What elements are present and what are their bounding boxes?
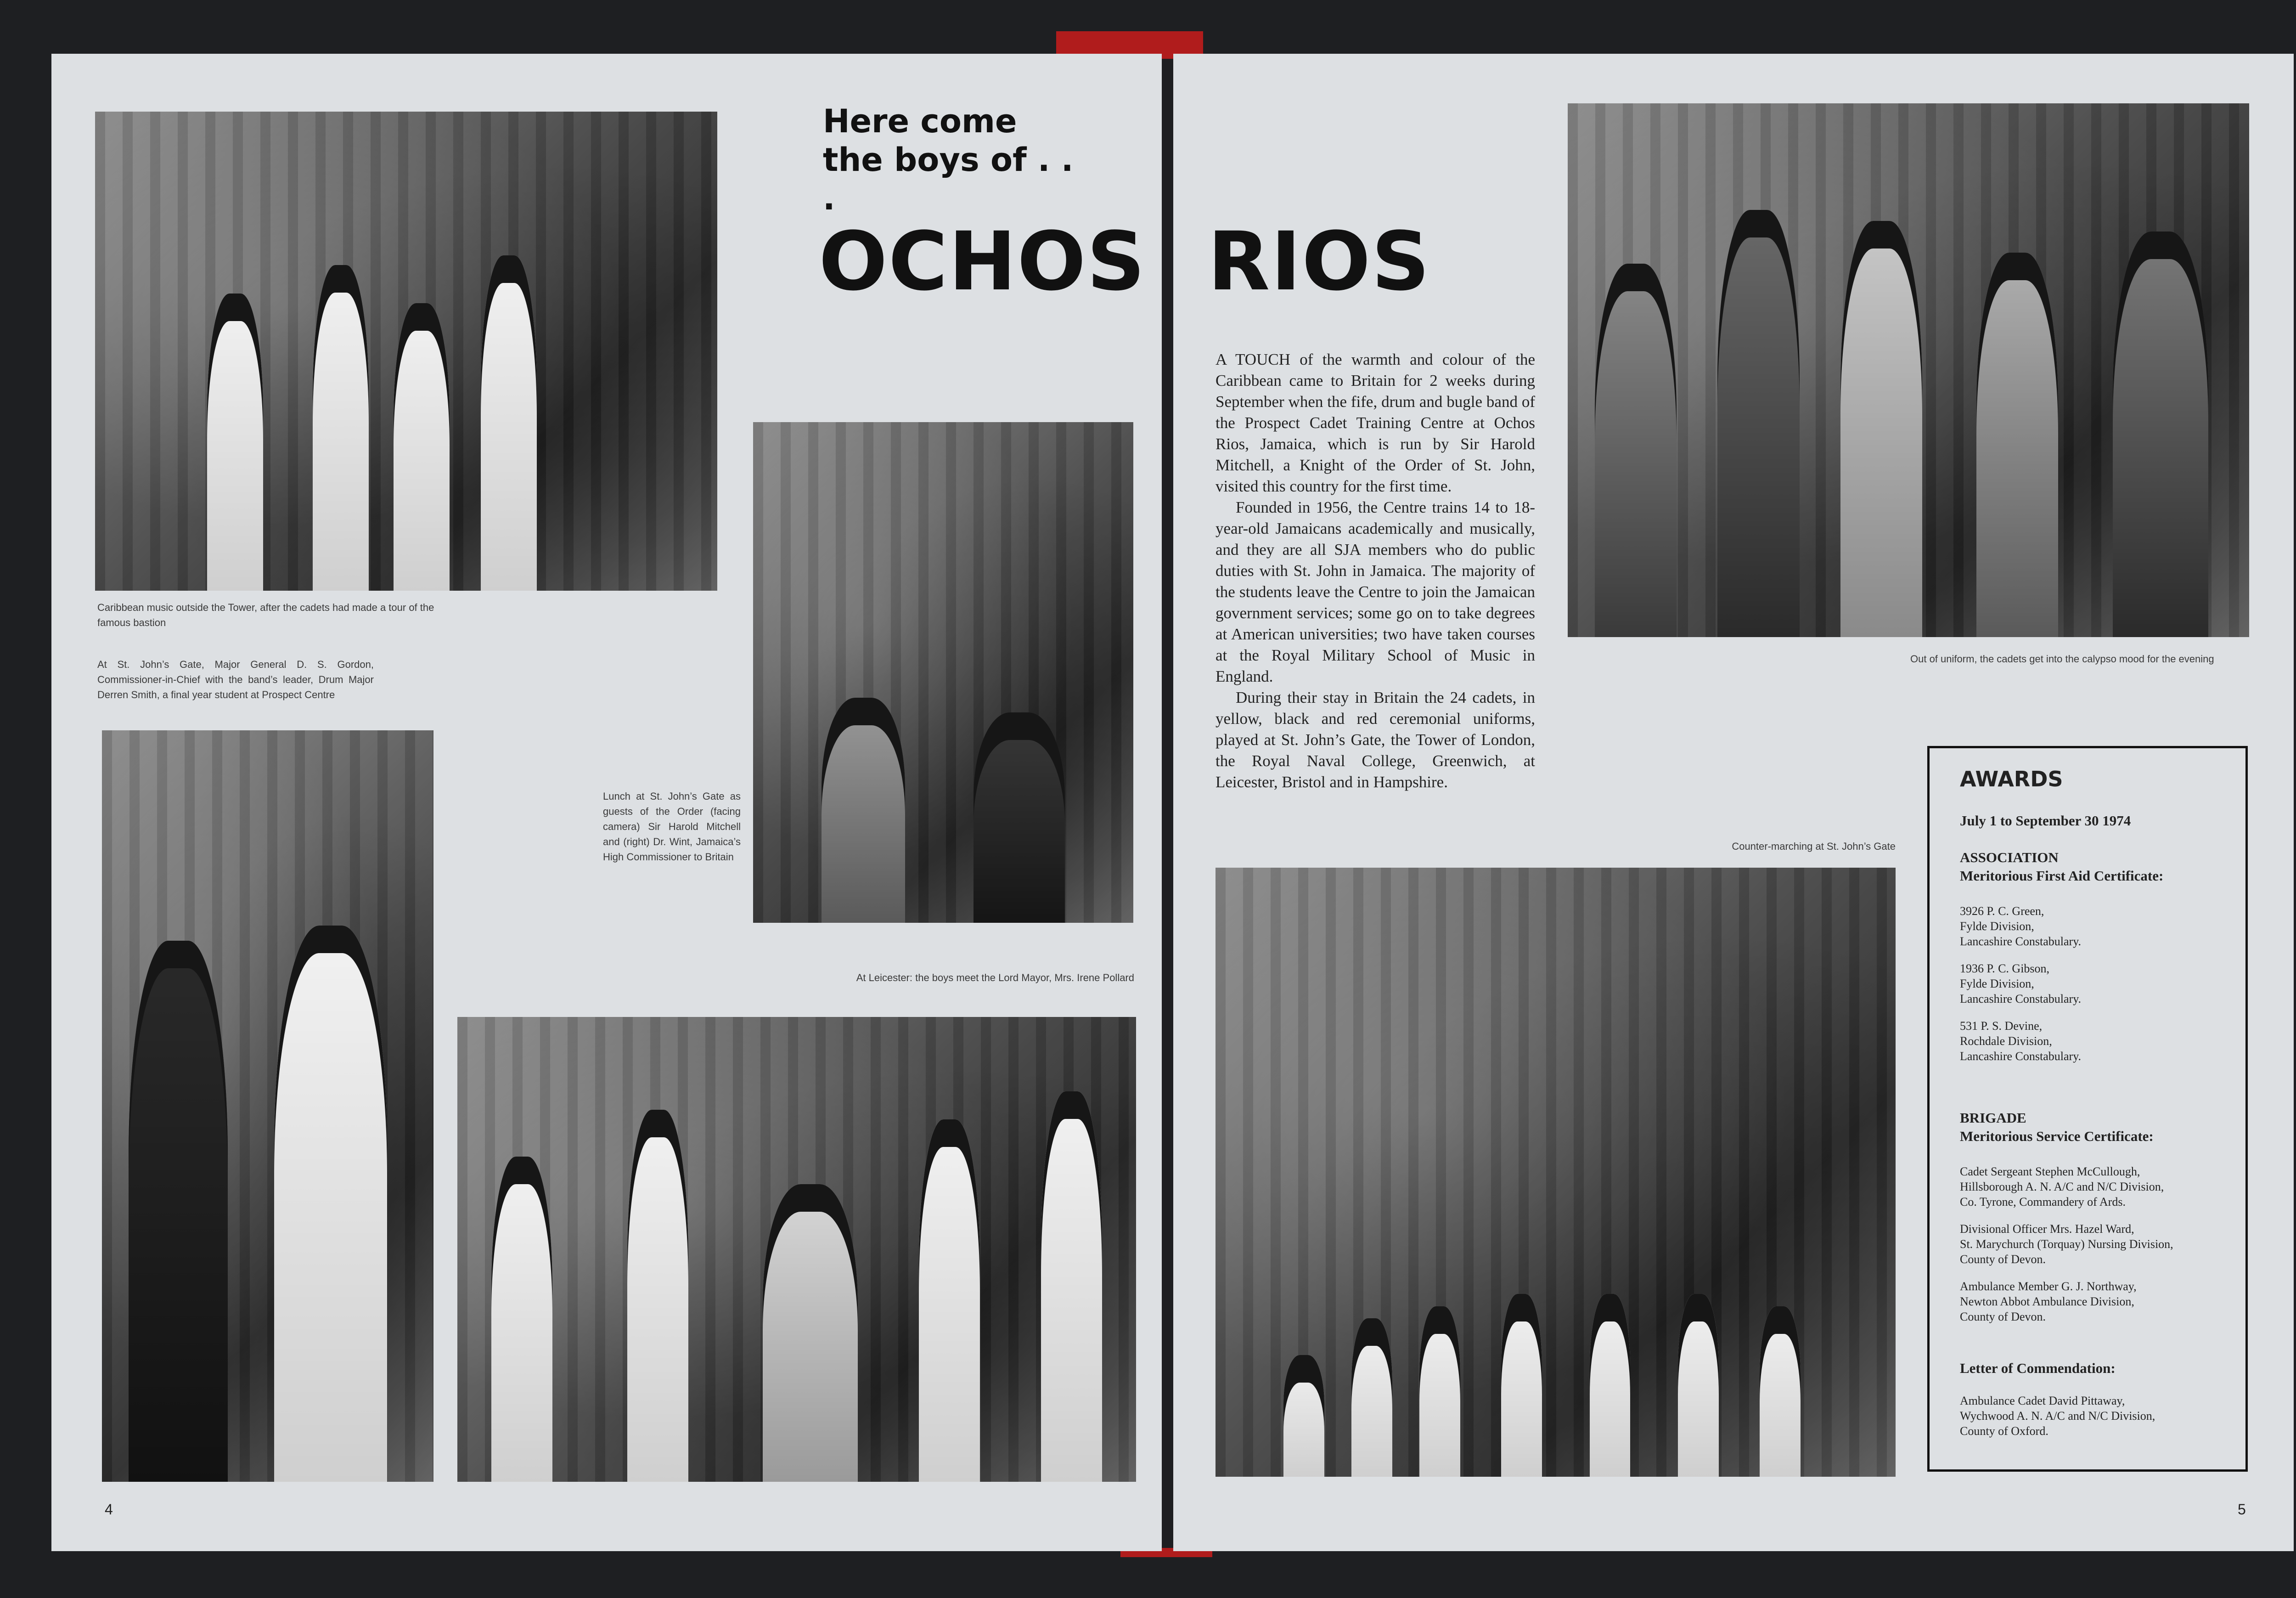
award-entry-line: 3926 P. C. Green, — [1960, 904, 2044, 918]
award-entry-line: County of Oxford. — [1960, 1424, 2048, 1438]
award-entry-line: Ambulance Cadet David Pittaway, — [1960, 1394, 2125, 1407]
caption-tower: Caribbean music outside the Tower, after the cadets had made a tour of the famous bastion — [97, 602, 434, 628]
award-entry-line: Cadet Sergeant Stephen McCullough, — [1960, 1165, 2140, 1178]
award-entry-line: Lancashire Constabulary. — [1960, 992, 2081, 1005]
page-number-right: 5 — [2238, 1501, 2246, 1518]
award-entry-line: Wychwood A. N. A/C and N/C Division, — [1960, 1409, 2155, 1423]
award-entry-line: Fylde Division, — [1960, 977, 2034, 990]
award-entry-line: Lancashire Constabulary. — [1960, 1050, 2081, 1063]
commendation-heading: Letter of Commendation: — [1960, 1360, 2116, 1376]
photo-lunch — [753, 422, 1133, 923]
headline-right: RIOS — [1208, 215, 1431, 309]
headline-left: OCHOS — [819, 215, 1146, 309]
article-body — [1216, 349, 1535, 793]
awards-title: AWARDS — [1960, 767, 2063, 791]
caption-calypso: Out of uniform, the cadets get into the calypso mood for the evening — [1910, 653, 2214, 665]
article-paragraph: During their stay in Britain the 24 cadets, in yellow, black and red ceremonial uniforms, played at St. John’s Gate, the Tower of London, the Royal Naval College, Greenwich, at Leicester, Bristol and in Hampshire. — [1216, 689, 1535, 791]
brigade-subheading: Meritorious Service Certificate: — [1960, 1128, 2154, 1144]
award-entry-line: County of Devon. — [1960, 1253, 2046, 1266]
caption-counter-marching: Counter-marching at St. John’s Gate — [1732, 841, 1896, 852]
kicker-line-1: Here come — [823, 102, 1017, 140]
article-paragraph: A TOUCH of the warmth and colour of the Caribbean came to Britain for 2 weeks during September when the fife, drum and bugle band of the Prospect Cadet Training Centre at Ochos Rios, Jamaica, which is run by Sir Harold Mitchell, a Knight of the Order of St. John, visited this country for the first time. — [1216, 350, 1535, 495]
awards-association — [1960, 848, 2227, 1064]
photo-calypso — [1568, 103, 2249, 637]
photo-tower-march — [95, 112, 717, 591]
article-paragraph: Founded in 1956, the Centre trains 14 to 18-year-old Jamaicans academically and musically, and they are all SJA members who do public duties with St. John in Jamaica. The majority of the students leave the Centre to join the Jamaican government services; some go on to take degrees at American universities; two have taken courses at the Royal Military School of Music in England. — [1216, 498, 1535, 685]
award-entry-line: Rochdale Division, — [1960, 1034, 2052, 1048]
caption-gate: At St. John’s Gate, Major General D. S. Gordon, Commissioner-in-Chief with the band’s leader, Drum Major Derren Smith, a final year student at Prospect Centre — [97, 659, 374, 700]
award-entry-line: Co. Tyrone, Commandery of Ards. — [1960, 1195, 2126, 1208]
award-entry-line: 1936 P. C. Gibson, — [1960, 962, 2050, 975]
award-entry-line: County of Devon. — [1960, 1310, 2046, 1323]
award-entry-line: Hillsborough A. N. A/C and N/C Division, — [1960, 1180, 2164, 1193]
awards-period: July 1 to September 30 1974 — [1960, 813, 2131, 829]
brigade-heading: BRIGADE — [1960, 1110, 2026, 1126]
caption-leicester: At Leicester: the boys meet the Lord Mayor, Mrs. Irene Pollard — [856, 972, 1134, 983]
page-number-left: 4 — [105, 1501, 113, 1518]
award-entry-line: 531 P. S. Devine, — [1960, 1019, 2043, 1033]
award-entry-line: Lancashire Constabulary. — [1960, 935, 2081, 948]
photo-leicester — [457, 1017, 1136, 1482]
association-heading: ASSOCIATION — [1960, 849, 2059, 865]
award-entry-line: Fylde Division, — [1960, 920, 2034, 933]
award-entry-line: Divisional Officer Mrs. Hazel Ward, — [1960, 1222, 2134, 1236]
awards-brigade — [1960, 1109, 2227, 1324]
award-entry-line: St. Marychurch (Torquay) Nursing Division, — [1960, 1237, 2173, 1251]
association-subheading: Meritorious First Aid Certificate: — [1960, 868, 2164, 884]
kicker — [823, 102, 1080, 218]
awards-commendation — [1960, 1359, 2227, 1439]
award-entry-line: Newton Abbot Ambulance Division, — [1960, 1295, 2134, 1308]
photo-counter-marching — [1216, 868, 1896, 1477]
photo-st-johns-gate — [102, 730, 433, 1482]
caption-lunch: Lunch at St. John’s Gate as guests of the Order (facing camera) Sir Harold Mitchell and (right) Dr. Wint, Jamaica’s High Commissioner to Britain — [603, 791, 741, 863]
awards-box — [1927, 746, 2248, 1472]
kicker-line-2: the boys of . . . — [823, 141, 1074, 217]
award-entry-line: Ambulance Member G. J. Northway, — [1960, 1280, 2137, 1293]
